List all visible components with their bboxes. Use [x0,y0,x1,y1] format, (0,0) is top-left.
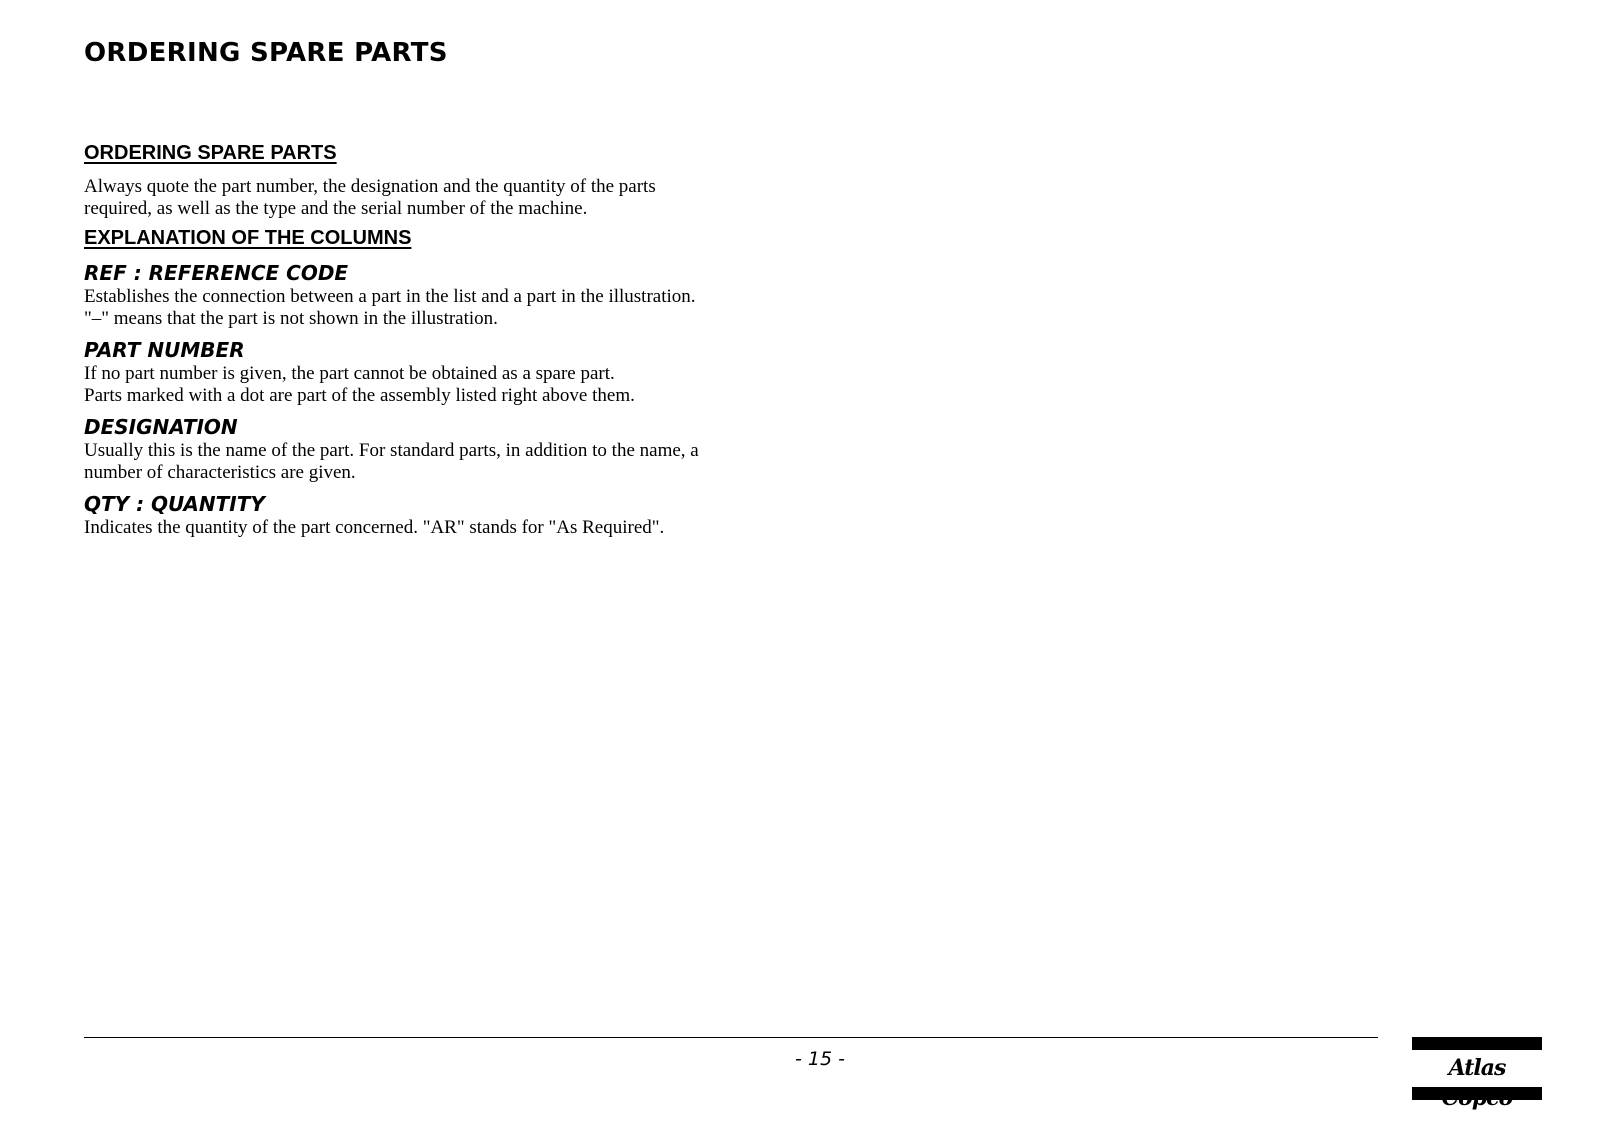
ref-heading: REF : REFERENCE CODE [84,261,349,285]
atlas-copco-logo [1412,1037,1542,1100]
ordering-heading: ORDERING SPARE PARTS [84,142,337,164]
logo-bar-bottom [1412,1087,1542,1100]
quantity-paragraph: Indicates the quantity of the part concerned. "AR" stands for "As Required". [84,517,665,538]
part-number-paragraph: If no part number is given, the part cannot be obtained as a spare part. Parts marked with a dot are part of the assembly listed right above them. [84,363,635,406]
designation-paragraph: Usually this is the name of the part. For standard parts, in addition to the name, a number of characteristics are given. [84,440,699,483]
page-title: ORDERING SPARE PARTS [84,38,448,68]
page-number: - 15 - [795,1048,845,1070]
document-body [84,140,804,539]
footer-divider [84,1037,1378,1038]
part-number-heading: PART NUMBER [84,338,245,362]
columns-heading: EXPLANATION OF THE COLUMNS [84,227,412,249]
designation-heading: DESIGNATION [84,415,238,439]
ref-paragraph: Establishes the connection between a part in the list and a part in the illustration. "–" means that the part is not shown in the illustration. [84,286,696,329]
ordering-paragraph: Always quote the part number, the designation and the quantity of the parts required, as well as the type and the serial number of the machine. [84,176,656,219]
quantity-heading: QTY : QUANTITY [84,492,265,516]
logo-bar-top [1412,1037,1542,1050]
logo-wordmark: Atlas [1448,1055,1506,1081]
